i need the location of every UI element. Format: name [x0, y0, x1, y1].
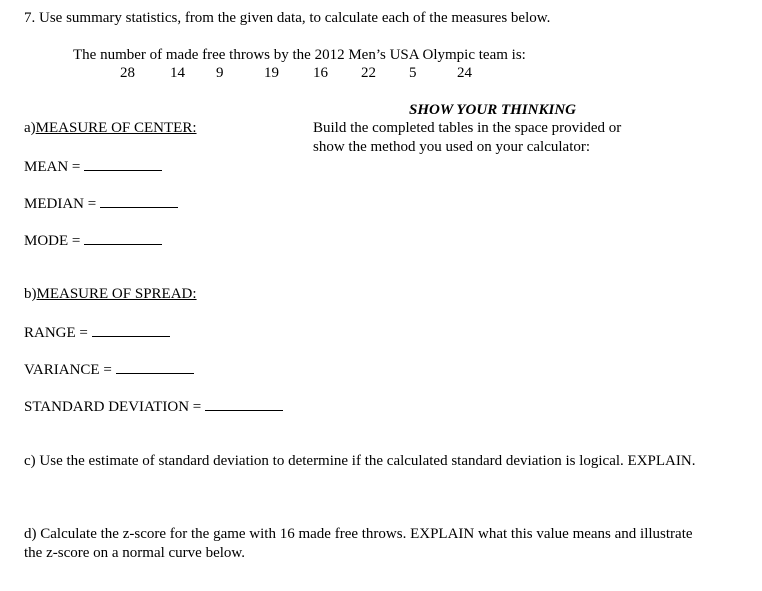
show-thinking-title: SHOW YOUR THINKING — [409, 102, 576, 118]
part-c-prompt: c) Use the estimate of standard deviation to determine if the calculated standard deviation is logical. EXPLAIN. — [24, 453, 696, 469]
mean-label: MEAN = — [24, 159, 81, 175]
data-value: 16 — [313, 65, 328, 81]
question-prompt: 7. Use summary statistics, from the given data, to calculate each of the measures below. — [24, 10, 551, 26]
data-value: 28 — [120, 65, 135, 81]
mode-label: MODE = — [24, 233, 81, 249]
part-b-heading — [24, 285, 197, 303]
data-value: 19 — [264, 65, 279, 81]
show-thinking-line1: Build the completed tables in the space provided or — [313, 120, 622, 136]
variance-label: VARIANCE = — [24, 362, 112, 378]
median-answer-blank[interactable] — [100, 193, 178, 208]
median-row — [24, 193, 178, 213]
part-b-prefix: b) — [24, 286, 37, 302]
data-intro: The number of made free throws by the 2012 Men’s USA Olympic team is: — [73, 47, 526, 63]
part-d-prompt-line2: the z-score on a normal curve below. — [24, 545, 246, 561]
part-a-heading — [24, 119, 197, 137]
data-value: 9 — [216, 65, 224, 81]
mode-answer-blank[interactable] — [84, 230, 162, 245]
show-thinking-line2: show the method you used on your calculator: — [313, 139, 591, 155]
part-d-prompt-line1: d) Calculate the z-score for the game with 16 made free throws. EXPLAIN what this value means and illustrate — [24, 526, 693, 542]
range-row — [24, 322, 170, 342]
std-answer-blank[interactable] — [205, 396, 283, 411]
median-label: MEDIAN = — [24, 196, 97, 212]
data-value: 24 — [457, 65, 472, 81]
part-a-title: MEASURE OF CENTER: — [35, 120, 197, 136]
std-label: STANDARD DEVIATION = — [24, 399, 202, 415]
part-a-prefix: a) — [24, 120, 36, 136]
data-value: 14 — [170, 65, 185, 81]
range-answer-blank[interactable] — [92, 322, 170, 337]
mode-row — [24, 230, 162, 250]
mean-answer-blank[interactable] — [84, 156, 162, 171]
mean-row — [24, 156, 162, 176]
data-value: 5 — [409, 65, 417, 81]
part-b-title: MEASURE OF SPREAD: — [36, 286, 197, 302]
variance-answer-blank[interactable] — [116, 359, 194, 374]
data-value: 22 — [361, 65, 376, 81]
variance-row — [24, 359, 194, 379]
std-row — [24, 396, 283, 416]
range-label: RANGE = — [24, 325, 88, 341]
